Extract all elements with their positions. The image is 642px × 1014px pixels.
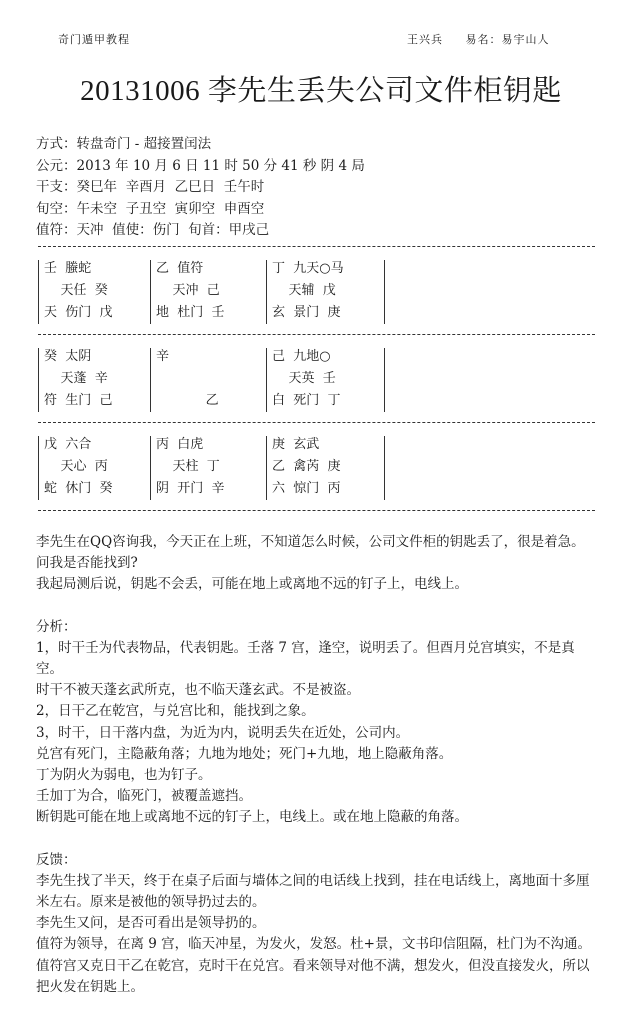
meta-date: 公元：2013 年 10 月 6 日 11 时 50 分 41 秒 阴 4 局 bbox=[36, 157, 365, 174]
analysis-paragraph: 2，日干乙在乾宫，与兑宫比和，能找到之象。 bbox=[36, 703, 315, 720]
palace-line: 白 死门 丁 bbox=[272, 393, 341, 408]
palace-line: 戊 六合 bbox=[44, 437, 92, 452]
analysis-paragraph: 兑宫有死门，主隐蔽角落；九地为地处；死门+九地，地上隐蔽角落。 bbox=[36, 745, 453, 762]
page-title: 20131006 李先生丢失公司文件柜钥匙 bbox=[80, 75, 562, 107]
palace-line: 乙 禽芮 庚 bbox=[272, 459, 341, 474]
palace-line: 丙 白虎 bbox=[156, 437, 204, 452]
analysis-paragraph: 壬加丁为合，临死门，被覆盖遮挡。 bbox=[36, 788, 252, 805]
palace-6 bbox=[266, 422, 451, 510]
header-alias: 易名：易宇山人 bbox=[465, 33, 550, 46]
header-author-block bbox=[407, 31, 568, 47]
feedback-paragraph: 李先生找了半天，终于在桌子后面与墙体之间的电话线上找到，挂在电话线上，离地面十多厘米左右。原来是被他的领导扔过去的。 bbox=[36, 872, 590, 911]
palace-line: 天蓬 辛 bbox=[44, 371, 108, 386]
meta-method: 方式：转盘奇门 - 超接置闰法 bbox=[36, 136, 212, 152]
palace-line: 地 杜门 壬 bbox=[156, 305, 225, 320]
meta-xunkong: 旬空：午未空 子丑空 寅卯空 申酉空 bbox=[36, 200, 265, 217]
palace-line: 天心 丙 bbox=[44, 459, 108, 474]
palace-line: 天冲 己 bbox=[156, 283, 220, 298]
qimen-grid bbox=[38, 246, 595, 510]
analysis-paragraph: 断钥匙可能在地上或离地不远的钉子上，电线上。或在地上隐蔽的角落。 bbox=[36, 809, 468, 826]
header-author: 王兴兵 bbox=[407, 33, 443, 46]
analysis-heading: 分析： bbox=[36, 618, 77, 635]
meta-zhifu: 值符：天冲 值使：伤门 旬首：甲戌己 bbox=[36, 222, 270, 238]
palace-line: 乙 bbox=[156, 393, 219, 408]
chart-meta bbox=[36, 134, 365, 242]
palace-line: 天任 癸 bbox=[44, 283, 108, 298]
palace-7 bbox=[266, 334, 451, 422]
palace-2 bbox=[266, 246, 451, 334]
palace-line: 癸 太阴 bbox=[44, 349, 92, 364]
analysis-paragraph: 3，时干，日干落内盘，为近为内，说明丢失在近处，公司内。 bbox=[36, 724, 410, 741]
palace-line: 天 伤门 戊 bbox=[44, 305, 113, 320]
palace-line: 六 惊门 丙 bbox=[272, 481, 341, 496]
palace-line: 丁 九天○马 bbox=[272, 261, 344, 276]
palace-line: 乙 值符 bbox=[156, 261, 204, 276]
palace-line: 天柱 丁 bbox=[156, 459, 220, 474]
intro-section bbox=[36, 532, 596, 998]
palace-line: 天辅 戊 bbox=[272, 283, 336, 298]
palace-line: 符 生门 己 bbox=[44, 393, 113, 408]
palace-line: 庚 玄武 bbox=[272, 437, 320, 452]
feedback-paragraph: 李先生又问，是否可看出是领导扔的。 bbox=[36, 915, 266, 932]
palace-line: 玄 景门 庚 bbox=[272, 305, 341, 320]
header-title: 奇门遁甲教程 bbox=[58, 33, 130, 46]
palace-line: 辛 bbox=[156, 349, 170, 364]
feedback-paragraph: 值符为领导，在离 9 宫，临天冲星，为发火，发怒。杜+景，文书印信阻隔，杜门为不沟通。值符宫又克日干乙在乾宫，克时干在兑宫。看来领导对他不满，想发火，但没直接发火，所以把火发在钥匙上。 bbox=[36, 936, 591, 995]
palace-line: 阴 开门 辛 bbox=[156, 481, 225, 496]
palace-line: 己 九地○ bbox=[272, 349, 331, 364]
grid-line bbox=[38, 510, 595, 511]
analysis-paragraph: 时干不被天蓬玄武所克，也不临天蓬玄武。不是被盗。 bbox=[36, 682, 360, 699]
feedback-heading: 反馈： bbox=[36, 851, 77, 868]
palace-line: 天英 壬 bbox=[272, 371, 336, 386]
palace-line: 蛇 休门 癸 bbox=[44, 481, 113, 496]
analysis-paragraph: 丁为阴火为弱电，也为钉子。 bbox=[36, 767, 212, 784]
intro-paragraph: 我起局测后说，钥匙不会丢，可能在地上或离地不远的钉子上，电线上。 bbox=[36, 576, 468, 593]
palace-line: 壬 螣蛇 bbox=[44, 261, 92, 276]
intro-paragraph: 李先生在QQ咨询我，今天正在上班，不知道怎么时候，公司文件柜的钥匙丢了，很是着急。问我是否能找到? bbox=[36, 534, 585, 572]
meta-ganzhi: 干支：癸巳年 辛酉月 乙巳日 壬午时 bbox=[36, 179, 265, 195]
analysis-paragraph: 1，时干壬为代表物品，代表钥匙。壬落 7 宫，逢空，说明丢了。但酉月兑宫填实，不是真空。 bbox=[36, 639, 575, 678]
